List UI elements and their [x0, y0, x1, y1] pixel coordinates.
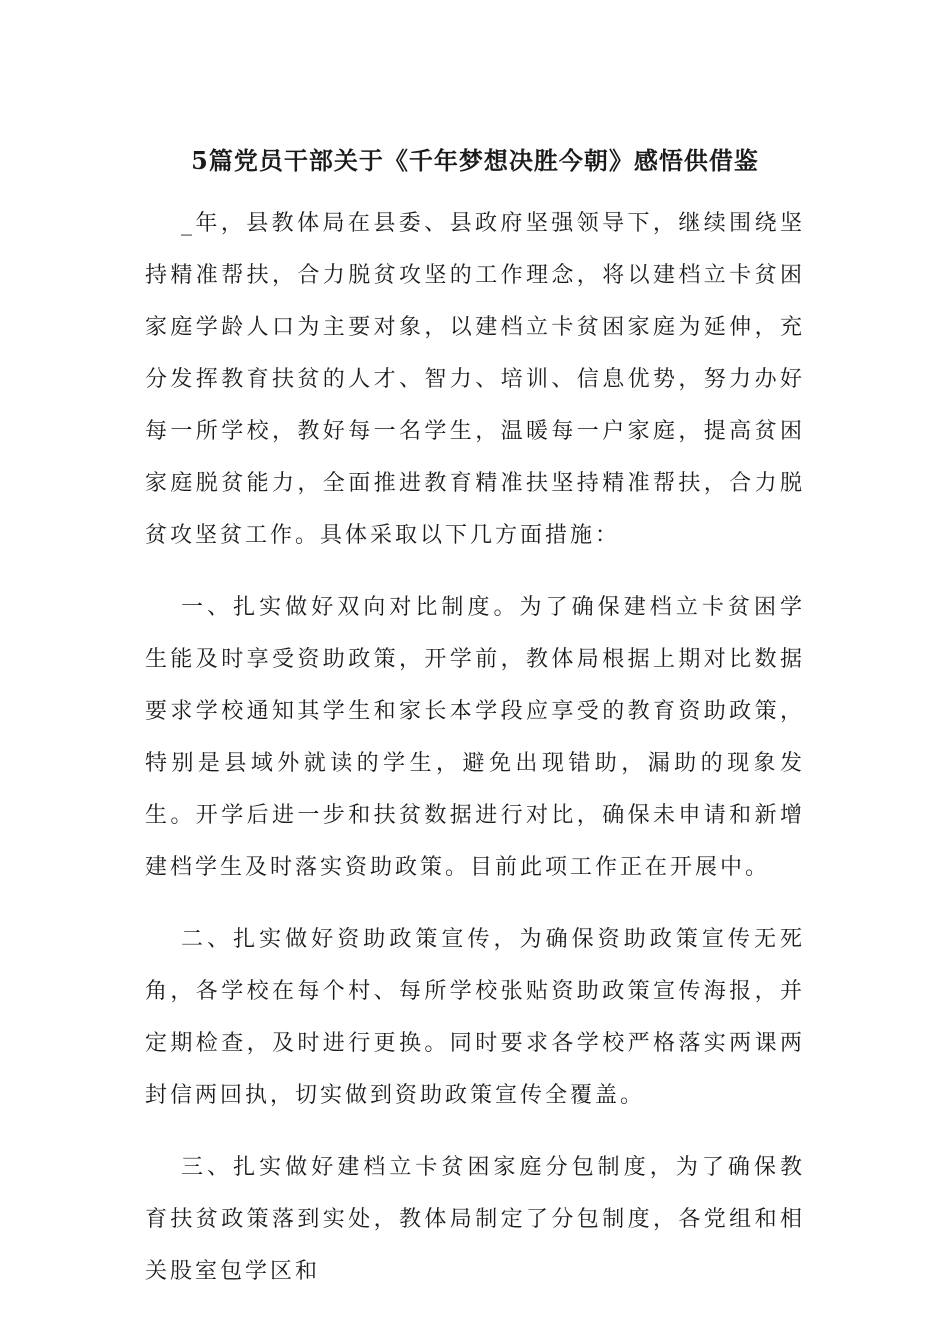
document-title: 5篇党员干部关于《千年梦想决胜今朝》感悟供借鉴 [191, 146, 759, 175]
paragraph-section-1: 一、扎实做好双向对比制度。为了确保建档立卡贫困学生能及时享受资助政策，开学前，教体局根据上期对比数据要求学校通知其学生和家长本学段应享受的教育资助政策，特别是县域外就读的学生，避免出现错助，漏助的现象发生。开学后进一步和扶贫数据进行对比，确保未申请和新增建档学生及时落实资助政策。目前此项工作正在开展中。 [145, 595, 805, 880]
paragraph-section-2: 二、扎实做好资助政策宣传，为确保资助政策宣传无死角，各学校在每个村、每所学校张贴资助政策宣传海报，并定期检查，及时进行更换。同时要求各学校严格落实两课两封信两回执，切实做到资助政策宣传全覆盖。 [145, 927, 805, 1108]
paragraph-section-3: 三、扎实做好建档立卡贫困家庭分包制度，为了确保教育扶贫政策落到实处，教体局制定了分包制度，各党组和相关股室包学区和 [145, 1155, 805, 1284]
paragraph-intro: _年，县教体局在县委、县政府坚强领导下，继续围绕坚持精准帮扶，合力脱贫攻坚的工作理念，将以建档立卡贫困家庭学龄人口为主要对象，以建档立卡贫困家庭为延伸，充分发挥教育扶贫的人才、智力、培训、信息优势，努力办好每一所学校，教好每一名学生，温暖每一户家庭，提高贫困家庭脱贫能力，全面推进教育精准扶坚持精准帮扶，合力脱贫攻坚贫工作。具体采取以下几方面措施： [145, 211, 805, 548]
document-body [145, 198, 805, 1318]
